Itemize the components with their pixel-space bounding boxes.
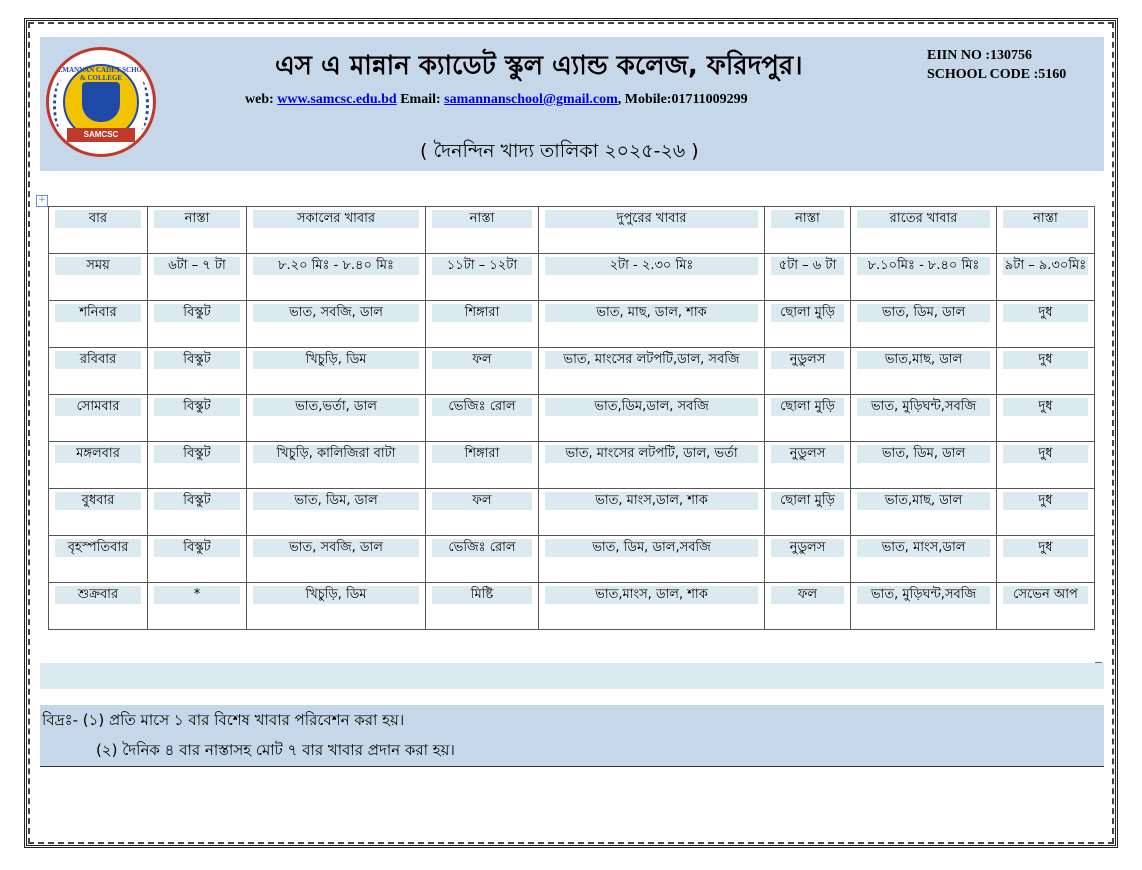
table-cell — [148, 301, 247, 348]
table-move-handle-icon[interactable]: + — [36, 195, 48, 207]
table-row — [49, 442, 1095, 489]
cell-text: শিঙ্গারা — [432, 445, 532, 463]
table-cell — [851, 489, 997, 536]
cell-text: নাস্তা — [432, 210, 532, 228]
day-cell — [49, 301, 148, 348]
cell-text: শুক্রবার — [55, 586, 141, 604]
note-line-2: (২) দৈনিক ৪ বার নাস্তাসহ মোট ৭ বার খাবার প্রদান করা হয়। — [96, 741, 455, 759]
cell-text: দুপুরের খাবার — [545, 210, 758, 228]
cell-text: শনিবার — [55, 304, 141, 322]
table-cell — [148, 583, 247, 630]
shaded-spacer — [40, 663, 1104, 689]
school-code: SCHOOL CODE :5160 — [927, 67, 1067, 82]
cell-text: নুডুলস — [771, 351, 844, 369]
cell-text: ভেজিঃ রোল — [432, 539, 532, 557]
header-cell — [49, 207, 148, 254]
cell-text: বৃহস্পতিবার — [55, 539, 141, 557]
table-row — [49, 395, 1095, 442]
web-label: web: — [245, 92, 274, 107]
food-menu-table — [48, 206, 1095, 630]
table-cell — [851, 348, 997, 395]
table-row — [49, 583, 1095, 630]
notes-box — [40, 705, 1104, 767]
day-cell — [49, 442, 148, 489]
table-cell — [997, 489, 1095, 536]
table-cell — [765, 536, 851, 583]
eiin-block — [927, 46, 1066, 84]
cell-text: রাতের খাবার — [857, 210, 990, 228]
cell-text: ভাত, মাংস,ডাল — [857, 539, 990, 557]
header-cell — [247, 207, 426, 254]
table-cell — [851, 301, 997, 348]
cell-text: বিস্কুট — [154, 445, 240, 463]
table-cell — [539, 583, 765, 630]
cell-text: নাস্তা — [154, 210, 240, 228]
menu-title: ( দৈনন্দিন খাদ্য তালিকা ২০২৫-২৬ ) — [420, 140, 699, 162]
cell-text: ভাত, মাংস,ডাল, শাক — [545, 492, 758, 510]
table-cell — [765, 583, 851, 630]
header-cell — [148, 207, 247, 254]
cell-text: নাস্তা — [1003, 210, 1088, 228]
table-cell — [426, 536, 539, 583]
cell-text: ছোলা মুড়ি — [771, 492, 844, 510]
cell-text: ভাত,মাছ, ডাল — [857, 351, 990, 369]
table-cell — [148, 348, 247, 395]
table-cell — [765, 442, 851, 489]
cell-text: ২টা - ২.৩০ মিঃ — [545, 257, 758, 275]
table-cell — [426, 254, 539, 301]
table-cell — [997, 301, 1095, 348]
cell-text: দুধ — [1003, 492, 1088, 510]
day-cell — [49, 489, 148, 536]
table-cell — [426, 395, 539, 442]
table-cell — [426, 301, 539, 348]
table-cell — [851, 395, 997, 442]
table-cell — [148, 489, 247, 536]
table-cell — [247, 301, 426, 348]
cell-text: ভাত, মাংসের লটপটি, ডাল, ভর্তা — [545, 445, 758, 463]
cell-text: ভাত, ডিম, ডাল — [253, 492, 419, 510]
cell-text: নাস্তা — [771, 210, 844, 228]
table-cell — [426, 583, 539, 630]
note-line-1: বিদ্রঃ- (১) প্রতি মাসে ১ বার বিশেষ খাবার পরিবেশন করা হয়। — [42, 711, 405, 729]
cell-text: ভাত, ডিম, ডাল — [857, 445, 990, 463]
cell-text: শিঙ্গারা — [432, 304, 532, 322]
table-cell — [997, 442, 1095, 489]
table-cell — [765, 395, 851, 442]
school-logo — [46, 47, 156, 157]
cell-text: খিচুড়ি, ডিম — [253, 586, 419, 604]
cell-text: নুডুলস — [771, 539, 844, 557]
day-cell — [49, 536, 148, 583]
web-link[interactable]: www.samcsc.edu.bd — [277, 92, 397, 107]
table-cell — [539, 536, 765, 583]
table-cell — [247, 583, 426, 630]
cell-text: ছোলা মুড়ি — [771, 304, 844, 322]
cell-text: দুধ — [1003, 539, 1088, 557]
cell-text: বার — [55, 210, 141, 228]
cell-text: ছোলা মুড়ি — [771, 398, 844, 416]
cell-text: ভাত, ডিম, ডাল,সবজি — [545, 539, 758, 557]
logo-banner: SAMCSC — [67, 128, 135, 142]
table-cell — [765, 254, 851, 301]
table-cell — [851, 583, 997, 630]
cell-text: ভাত, মুড়িঘন্ট,সবজি — [857, 586, 990, 604]
cell-text: ৬টা – ৭ টা — [154, 257, 240, 275]
cell-text: ভাত,ডিম,ডাল, সবজি — [545, 398, 758, 416]
cell-text: বিস্কুট — [154, 351, 240, 369]
table-cell — [997, 583, 1095, 630]
table-cell — [426, 348, 539, 395]
cell-text: মিষ্টি — [432, 586, 532, 604]
cell-text: বিস্কুট — [154, 492, 240, 510]
table-cell — [765, 301, 851, 348]
table-cell — [765, 348, 851, 395]
table-cell — [148, 395, 247, 442]
header-cell — [851, 207, 997, 254]
cell-text: ভাত, মাংসের লটপটি,ডাল, সবজি — [545, 351, 758, 369]
shield-icon — [82, 82, 120, 122]
cell-text: বিস্কুট — [154, 304, 240, 322]
cell-text: সেভেন আপ — [1003, 586, 1088, 604]
day-cell — [49, 395, 148, 442]
table-cell — [148, 254, 247, 301]
cell-text: খিচুড়ি, কালিজিরা বাটা — [253, 445, 419, 463]
contact-line — [245, 92, 748, 108]
table-cell — [426, 489, 539, 536]
cell-text: দুধ — [1003, 304, 1088, 322]
table-cell — [851, 442, 997, 489]
cell-text: দুধ — [1003, 398, 1088, 416]
header-cell — [539, 207, 765, 254]
cell-text: ভাত, মুড়িঘন্ট,সবজি — [857, 398, 990, 416]
table-row — [49, 301, 1095, 348]
cell-text: বুধবার — [55, 492, 141, 510]
table-cell — [247, 442, 426, 489]
cell-text: ভাত,মাছ, ডাল — [857, 492, 990, 510]
cell-text: বিস্কুট — [154, 398, 240, 416]
cell-text: মঙ্গলবার — [55, 445, 141, 463]
table-header-row — [49, 207, 1095, 254]
cell-text: সোমবার — [55, 398, 141, 416]
table-cell — [997, 254, 1095, 301]
cell-text: ভাত, মাছ, ডাল, শাক — [545, 304, 758, 322]
logo-top-text: S.A.MANNAN CADET SCHOOL & COLLEGE — [49, 66, 153, 82]
cell-text: রবিবার — [55, 351, 141, 369]
table-cell — [148, 442, 247, 489]
cell-text: ভাত, সবজি, ডাল — [253, 304, 419, 322]
table-cell — [997, 536, 1095, 583]
cell-text: ১১টা – ১২টা — [432, 257, 532, 275]
cell-text: ৫টা – ৬ টা — [771, 257, 844, 275]
table-cell — [851, 254, 997, 301]
table-cell — [247, 536, 426, 583]
cell-text: ফল — [432, 492, 532, 510]
day-cell — [49, 254, 148, 301]
cell-text: নুডুলস — [771, 445, 844, 463]
cell-text: * — [154, 586, 240, 604]
cell-text: ৮.১০মিঃ - ৮.৪০ মিঃ — [857, 257, 990, 275]
table-cell — [539, 348, 765, 395]
table-cell — [148, 536, 247, 583]
cell-text: ভাত, ডিম, ডাল — [857, 304, 990, 322]
cell-text: ৮.২০ মিঃ - ৮.৪০ মিঃ — [253, 257, 419, 275]
school-title: এস এ মান্নান ক্যাডেট স্কুল এ্যান্ড কলেজ, ফরিদপুর। — [275, 51, 803, 81]
email-label: Email: — [400, 92, 441, 107]
table-cell — [851, 536, 997, 583]
table-cell — [997, 348, 1095, 395]
cell-text: দুধ — [1003, 445, 1088, 463]
cell-text: সময় — [55, 257, 141, 275]
email-link[interactable]: samannanschool@gmail.com — [444, 92, 618, 107]
cell-text: সকালের খাবার — [253, 210, 419, 228]
cell-text: বিস্কুট — [154, 539, 240, 557]
header-cell — [997, 207, 1095, 254]
day-cell — [49, 348, 148, 395]
table-cell — [539, 254, 765, 301]
eiin-number: EIIN NO :130756 — [927, 48, 1033, 63]
table-cell — [247, 395, 426, 442]
cell-text: ভাত,ভর্তা, ডাল — [253, 398, 419, 416]
table-cell — [539, 489, 765, 536]
table-row — [49, 254, 1095, 301]
table-cell — [997, 395, 1095, 442]
table-cell — [539, 442, 765, 489]
cell-text: দুধ — [1003, 351, 1088, 369]
table-cell — [539, 395, 765, 442]
table-cell — [247, 348, 426, 395]
mobile-text: , Mobile:01711009299 — [617, 92, 748, 107]
letterhead — [40, 37, 1104, 171]
table-row — [49, 348, 1095, 395]
cell-text: ফল — [771, 586, 844, 604]
cell-text: খিচুড়ি, ডিম — [253, 351, 419, 369]
header-cell — [426, 207, 539, 254]
table-cell — [426, 442, 539, 489]
table-cell — [247, 254, 426, 301]
cell-text: ভাত, সবজি, ডাল — [253, 539, 419, 557]
table-cell — [765, 489, 851, 536]
table-cell — [247, 489, 426, 536]
table-cell — [539, 301, 765, 348]
table-row — [49, 536, 1095, 583]
cell-text: ফল — [432, 351, 532, 369]
cell-text: ভাত,মাংস, ডাল, শাক — [545, 586, 758, 604]
cell-text: ভেজিঃ রোল — [432, 398, 532, 416]
table-row — [49, 489, 1095, 536]
cell-text: ৯টা – ৯.৩০মিঃ — [1004, 258, 1087, 273]
day-cell — [49, 583, 148, 630]
header-cell — [765, 207, 851, 254]
